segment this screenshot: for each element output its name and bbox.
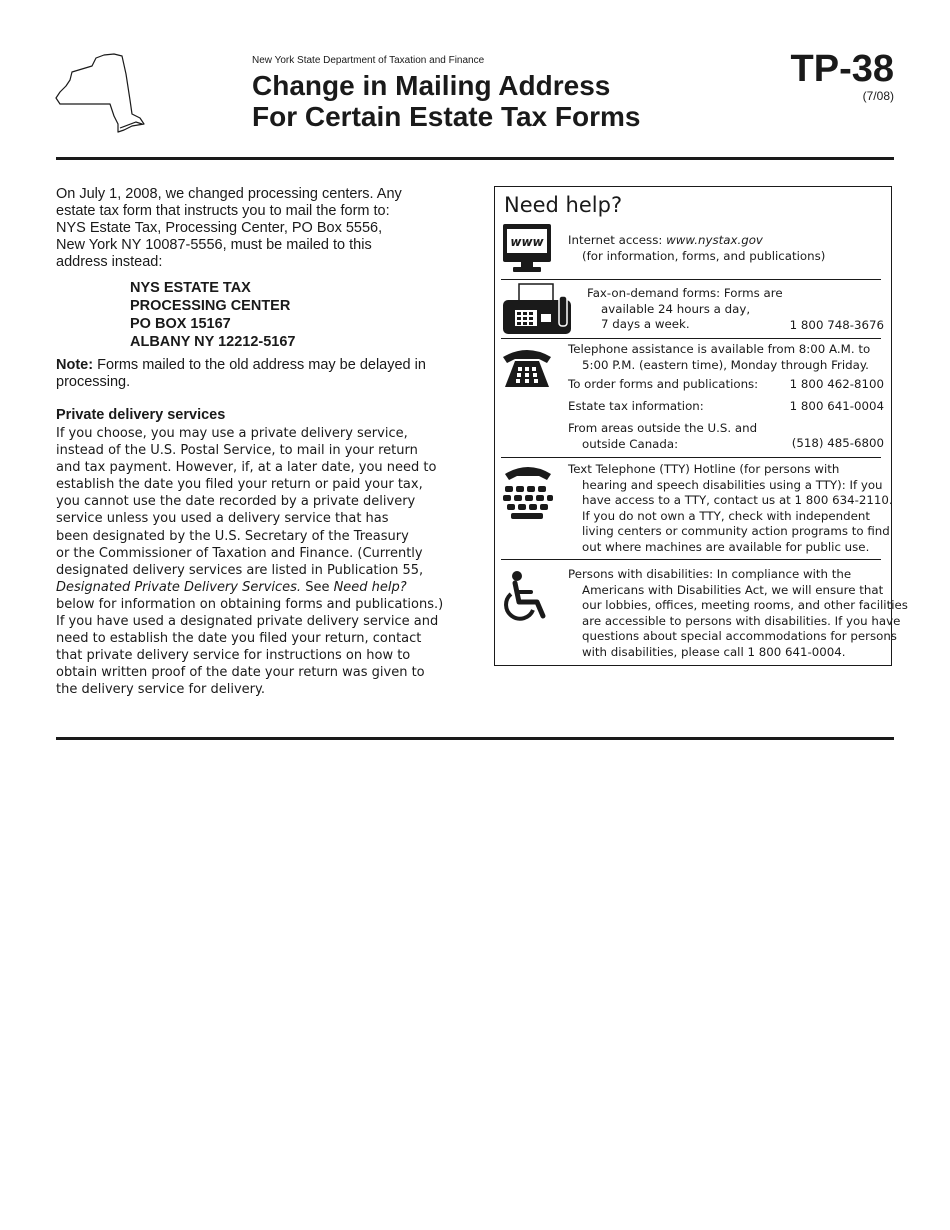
paragraph-line: If you choose, you may use a private delivery service, [56,426,408,441]
disabilities-line: questions about special accommodations for persons [582,629,897,643]
note-paragraph [56,357,461,391]
tty-line: living centers or community action programs to find [582,524,890,538]
internet-access-text [568,233,825,264]
note-text: processing. [56,374,131,390]
telephone-text [568,342,870,373]
disabilities-line: Americans with Disabilities Act, we will ensure that [582,582,884,597]
address-line: PO BOX 15167 [130,316,231,332]
outside-us-text [568,421,757,452]
page-title-line2: For Certain Estate Tax Forms [252,101,641,132]
order-forms-label: To order forms and publications: [568,377,759,391]
paragraph-line: establish the date you filed your return or paid your tax, [56,477,423,493]
department-name: New York State Department of Taxation and Finance [252,55,485,66]
internet-label: Internet access: [568,233,667,247]
intro-line: New York NY 10087-5556, must be mailed to this [56,237,372,253]
internet-section [495,223,891,279]
paragraph-line: the delivery service for delivery. [56,682,265,698]
disabilities-line: are accessible to persons with disabilities. If you have [582,613,901,628]
estate-tax-label: Estate tax information: [568,399,704,413]
private-delivery-paragraph [56,425,461,699]
telephone-icon [501,345,553,389]
new-mailing-address [130,279,461,351]
intro-line: NYS Estate Tax, Processing Center, PO Box 5556, [56,220,383,236]
fax-line: Fax-on-demand forms: Forms are [587,286,783,300]
paragraph-line: been designated by the U.S. Secretary of the Treasury [56,528,409,544]
form-revision-date: (7/08) [862,89,894,103]
tty-line: have access to a TTY, contact us at 1 800 634-2110. [582,493,893,507]
intro-line: On July 1, 2008, we changed processing centers. Any [56,186,402,202]
fax-line: available 24 hours a day, [601,301,751,316]
internet-subtext: (for information, forms, and publications) [582,248,826,263]
paragraph-line: service unless you used a delivery service that has [56,511,389,527]
wheelchair-accessibility-icon [501,570,555,624]
paragraph-line: that private delivery service for instructions on how to [56,648,411,664]
paragraph-line: obtain written proof of the date your return was given to [56,665,425,681]
address-line: NYS ESTATE TAX [130,280,251,296]
intro-line: estate tax form that instructs you to mail the form to: [56,203,390,219]
paragraph-line: If you have used a designated private delivery service and [56,614,439,630]
website-link[interactable]: www.nystax.gov [666,233,763,247]
disabilities-text [568,567,908,660]
telephone-section [495,339,891,457]
disabilities-section [495,560,908,665]
tty-line: out where machines are available for public use. [582,539,870,554]
address-line: PROCESSING CENTER [130,298,291,314]
disabilities-line: with disabilities, please call 1 800 641-0004. [582,644,846,659]
top-divider [56,157,894,160]
tty-line: hearing and speech disabilities using a TTY): If you [582,477,883,492]
paragraph-line: you cannot use the date recorded by a private delivery [56,494,416,510]
new-york-state-map-icon [52,52,148,134]
publication-title: Designated Private Delivery Services. [56,579,302,595]
need-help-reference: Need help? [333,579,407,595]
form-number: TP-38 [790,48,894,90]
outside-us-phone: (518) 485-6800 [791,436,884,450]
address-line: ALBANY NY 12212-5167 [130,334,296,350]
need-help-title: Need help? [504,193,623,217]
fax-section [495,280,891,338]
paragraph-line: instead of the U.S. Postal Service, to mail in your return [56,443,418,459]
private-delivery-heading: Private delivery services [56,407,226,423]
intro-line: address instead: [56,254,163,270]
tty-text [568,462,893,555]
paragraph-line [56,579,461,596]
tty-device-icon [501,464,555,524]
fax-line: 7 days a week. [601,317,690,331]
left-column [56,186,461,699]
paragraph-line: below for information on obtaining forms and publications.) [56,596,444,612]
outside-line: From areas outside the U.S. and [568,421,758,435]
paragraph-line: or the Commissioner of Taxation and Finance. (Currently [56,545,423,561]
disabilities-line: Persons with disabilities: In compliance with the [568,567,852,581]
paragraph-line: and tax payment. However, if, at a later date, you need to [56,460,437,476]
telephone-line: Telephone assistance is available from 8:00 A.M. to [568,342,871,356]
fax-text [587,286,783,333]
note-text: Forms mailed to the old address may be delayed in [93,357,426,373]
computer-monitor-icon [501,223,553,275]
bottom-divider [56,737,894,740]
outside-line: outside Canada: [582,436,679,451]
tty-line: If you do not own a TTY, check with independent [582,508,870,523]
estate-tax-phone: 1 800 641-0004 [789,399,884,413]
paragraph-line: designated delivery services are listed in Publication 55, [56,562,424,578]
telephone-line: 5:00 P.M. (eastern time), Monday through Friday. [582,357,869,372]
fax-phone-number: 1 800 748-3676 [789,318,884,332]
disabilities-line: our lobbies, offices, meeting rooms, and other facilities [582,598,908,612]
tty-section [495,458,891,559]
fax-machine-icon [501,282,577,336]
tty-line: Text Telephone (TTY) Hotline (for persons with [568,462,840,476]
page-title-line1: Change in Mailing Address [252,70,611,101]
note-label: Note: [56,357,94,373]
paragraph-line: need to establish the date you filed your return, contact [56,631,422,647]
www-icon-text: www [510,235,544,249]
paragraph-text: See [301,579,334,595]
intro-paragraph [56,186,461,271]
order-forms-phone: 1 800 462-8100 [789,377,884,391]
need-help-box [494,186,908,666]
